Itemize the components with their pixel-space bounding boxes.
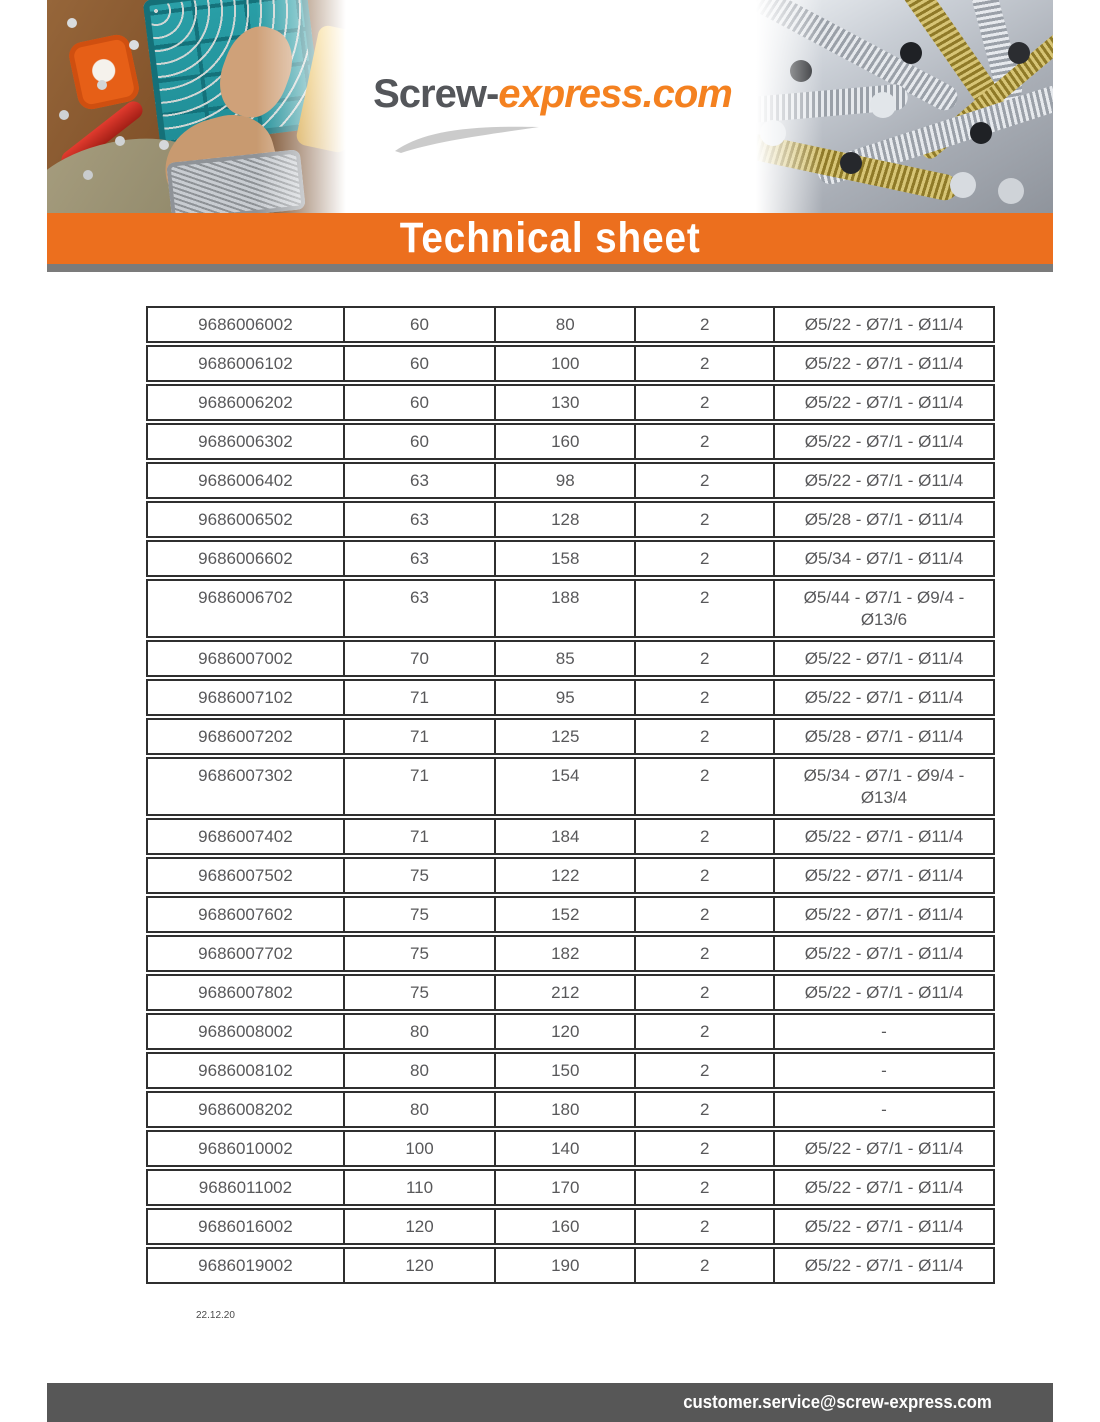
table-cell: 2: [636, 1249, 775, 1282]
table-cell: Ø5/34 - Ø7/1 - Ø11/4: [804, 548, 964, 568]
table-cell: 2: [636, 1171, 775, 1204]
table-row: [146, 384, 995, 421]
table-cell: Ø5/22 - Ø7/1 - Ø11/4: [804, 470, 964, 490]
table-cell: 63: [345, 581, 496, 636]
table-cell: 70: [345, 642, 496, 675]
table-row: [146, 1013, 995, 1050]
table-cell: Ø5/22 - Ø7/1 - Ø11/4: [804, 431, 964, 451]
table-cell: 212: [496, 976, 636, 1009]
table-cell: 75: [345, 976, 496, 1009]
table-cell: 9686006402: [148, 464, 345, 497]
table-row: [146, 345, 995, 382]
table-row: [146, 540, 995, 577]
table-row: [146, 1247, 995, 1284]
table-cell: 184: [496, 820, 636, 853]
logo: [355, 0, 750, 213]
table-cell: 150: [496, 1054, 636, 1087]
table-cell: 110: [345, 1171, 496, 1204]
logo-text-secondary: express.com: [498, 72, 732, 116]
table-cell: 9686010002: [148, 1132, 345, 1165]
table-cell: 152: [496, 898, 636, 931]
screw-bar-shape: [839, 0, 1009, 119]
table-cell: 9686007302: [148, 759, 345, 814]
divider-strip: [47, 264, 1053, 272]
table-cell: 2: [636, 1093, 775, 1126]
table-row: [146, 423, 995, 460]
table-cell: 71: [345, 681, 496, 714]
table-cell: 9686008102: [148, 1054, 345, 1087]
table-cell: Ø5/22 - Ø7/1 - Ø11/4: [804, 1255, 964, 1275]
table-row: [146, 896, 995, 933]
table-cell: -: [881, 1099, 887, 1119]
table-cell: 2: [636, 759, 775, 814]
page-title: Technical sheet: [399, 214, 701, 262]
table-row: [146, 757, 995, 816]
table-cell: 9686007702: [148, 937, 345, 970]
table-cell: 125: [496, 720, 636, 753]
screw-bar-shape: [814, 82, 1053, 187]
table-cell: 160: [496, 1210, 636, 1243]
screw-bar-shape: [918, 20, 1053, 162]
table-cell: 9686008202: [148, 1093, 345, 1126]
table-cell: 2: [636, 1132, 775, 1165]
table-cell: 2: [636, 1210, 775, 1243]
table-cell: Ø5/44 - Ø7/1 - Ø9/4 - Ø13/6: [803, 588, 965, 629]
table-cell: 2: [636, 308, 775, 341]
table-row: [146, 1052, 995, 1089]
table-cell: 2: [636, 581, 775, 636]
table-cell: 9686006602: [148, 542, 345, 575]
revision-date: 22.12.20: [196, 1310, 235, 1321]
table-cell: Ø5/28 - Ø7/1 - Ø11/4: [804, 509, 964, 529]
table-cell: Ø5/22 - Ø7/1 - Ø11/4: [804, 904, 964, 924]
table-row: [146, 857, 995, 894]
table-cell: Ø5/22 - Ø7/1 - Ø11/4: [804, 982, 964, 1002]
table-cell: 9686007502: [148, 859, 345, 892]
hand-shape: [209, 17, 302, 126]
table-cell: 2: [636, 347, 775, 380]
screw-organizer-shape: [143, 0, 324, 147]
table-cell: 2: [636, 820, 775, 853]
tape-measure-shape: [67, 32, 142, 111]
right-header-photo: [750, 0, 1053, 213]
logo-swoosh-icon: [391, 121, 541, 155]
arm-sleeve-shape: [47, 113, 233, 213]
table-cell: 2: [636, 425, 775, 458]
table-cell: 85: [496, 642, 636, 675]
left-header-photo: [47, 0, 355, 213]
table-cell: 140: [496, 1132, 636, 1165]
table-cell: 9686006102: [148, 347, 345, 380]
table-cell: 60: [345, 386, 496, 419]
wrench-shape: [103, 130, 217, 199]
table-cell: 2: [636, 859, 775, 892]
table-cell: 180: [496, 1093, 636, 1126]
header-photo-strip: [47, 0, 1053, 213]
table-cell: Ø5/22 - Ø7/1 - Ø11/4: [804, 392, 964, 412]
table-cell: 9686011002: [148, 1171, 345, 1204]
logo-text: [355, 72, 750, 117]
table-cell: 2: [636, 976, 775, 1009]
table-row: [146, 1169, 995, 1206]
table-cell: 2: [636, 642, 775, 675]
table-cell: 63: [345, 464, 496, 497]
table-cell: 120: [345, 1210, 496, 1243]
contact-email: customer.service@screw-express.com: [683, 1392, 992, 1412]
table-cell: 188: [496, 581, 636, 636]
footer-bar: [47, 1383, 1053, 1422]
table-row: [146, 1208, 995, 1245]
screw-heads-shape: [760, 120, 786, 146]
screw-heads-shape: [790, 60, 812, 82]
table-cell: 158: [496, 542, 636, 575]
table-cell: 9686008002: [148, 1015, 345, 1048]
screw-bar-shape: [750, 83, 909, 126]
table-cell: Ø5/22 - Ø7/1 - Ø11/4: [804, 826, 964, 846]
table-cell: 100: [496, 347, 636, 380]
table-cell: 2: [636, 720, 775, 753]
washers-shape: [67, 18, 77, 28]
table-cell: 9686007202: [148, 720, 345, 753]
screw-bar-shape: [750, 127, 960, 202]
table-cell: Ø5/22 - Ø7/1 - Ø11/4: [804, 1138, 964, 1158]
table-row: [146, 501, 995, 538]
table-cell: 154: [496, 759, 636, 814]
table-cell: 128: [496, 503, 636, 536]
table-row: [146, 935, 995, 972]
table-cell: 100: [345, 1132, 496, 1165]
table-cell: Ø5/22 - Ø7/1 - Ø11/4: [804, 353, 964, 373]
table-cell: 75: [345, 898, 496, 931]
table-cell: 98: [496, 464, 636, 497]
table-row: [146, 306, 995, 343]
title-banner: [47, 213, 1053, 264]
table-row: [146, 1130, 995, 1167]
table-cell: 9686006302: [148, 425, 345, 458]
screw-bar-shape: [943, 0, 1025, 105]
table-cell: 122: [496, 859, 636, 892]
table-cell: 9686007402: [148, 820, 345, 853]
table-cell: Ø5/28 - Ø7/1 - Ø11/4: [804, 726, 964, 746]
table-row: [146, 818, 995, 855]
table-cell: Ø5/22 - Ø7/1 - Ø11/4: [804, 943, 964, 963]
table-cell: 2: [636, 1054, 775, 1087]
table-cell: 9686006702: [148, 581, 345, 636]
table-cell: 63: [345, 542, 496, 575]
table-cell: 71: [345, 820, 496, 853]
table-cell: 2: [636, 898, 775, 931]
table-cell: 9686007602: [148, 898, 345, 931]
table-cell: 2: [636, 464, 775, 497]
table-cell: 80: [345, 1015, 496, 1048]
table-cell: 9686016002: [148, 1210, 345, 1243]
table-cell: 9686006202: [148, 386, 345, 419]
table-cell: 9686007802: [148, 976, 345, 1009]
parts-tray-shape: [166, 149, 306, 213]
table-cell: 182: [496, 937, 636, 970]
table-cell: Ø5/22 - Ø7/1 - Ø11/4: [804, 1216, 964, 1236]
table-cell: 190: [496, 1249, 636, 1282]
table-cell: Ø5/22 - Ø7/1 - Ø11/4: [804, 314, 964, 334]
hand-shape: [154, 105, 287, 213]
table-cell: 9686019002: [148, 1249, 345, 1282]
table-row: [146, 640, 995, 677]
header: [47, 0, 1053, 272]
table-cell: 9686006502: [148, 503, 345, 536]
table-cell: 60: [345, 425, 496, 458]
table-cell: 170: [496, 1171, 636, 1204]
table-cell: Ø5/22 - Ø7/1 - Ø11/4: [804, 648, 964, 668]
table-cell: Ø5/22 - Ø7/1 - Ø11/4: [804, 1177, 964, 1197]
table-cell: -: [881, 1021, 887, 1041]
table-cell: 160: [496, 425, 636, 458]
table-cell: Ø5/22 - Ø7/1 - Ø11/4: [804, 865, 964, 885]
table-cell: 120: [496, 1015, 636, 1048]
table-cell: 2: [636, 542, 775, 575]
table-cell: 130: [496, 386, 636, 419]
table-cell: 60: [345, 347, 496, 380]
table-cell: 80: [345, 1093, 496, 1126]
table-cell: 2: [636, 937, 775, 970]
table-cell: 120: [345, 1249, 496, 1282]
table-cell: 9686007102: [148, 681, 345, 714]
table-cell: 75: [345, 859, 496, 892]
table-cell: 9686007002: [148, 642, 345, 675]
table-cell: 9686006002: [148, 308, 345, 341]
table-cell: 2: [636, 386, 775, 419]
table-cell: 71: [345, 759, 496, 814]
table-cell: 80: [496, 308, 636, 341]
table-cell: 80: [345, 1054, 496, 1087]
table-row: [146, 579, 995, 638]
screw-bar-shape: [750, 0, 962, 115]
table-row: [146, 462, 995, 499]
table-cell: 75: [345, 937, 496, 970]
table-cell: 63: [345, 503, 496, 536]
table-row: [146, 718, 995, 755]
table-cell: Ø5/34 - Ø7/1 - Ø9/4 - Ø13/4: [803, 766, 965, 807]
table-cell: -: [881, 1060, 887, 1080]
screwdriver-shape: [58, 98, 146, 173]
drill-shape: [295, 24, 355, 154]
logo-text-primary: Screw-: [373, 72, 499, 116]
table-cell: 2: [636, 1015, 775, 1048]
table-cell: 2: [636, 503, 775, 536]
table-cell: 71: [345, 720, 496, 753]
spec-table: [146, 306, 995, 1286]
table-cell: 2: [636, 681, 775, 714]
table-row: [146, 1091, 995, 1128]
table-cell: Ø5/22 - Ø7/1 - Ø11/4: [804, 687, 964, 707]
table-row: [146, 974, 995, 1011]
table-cell: 95: [496, 681, 636, 714]
table-cell: 60: [345, 308, 496, 341]
table-row: [146, 679, 995, 716]
